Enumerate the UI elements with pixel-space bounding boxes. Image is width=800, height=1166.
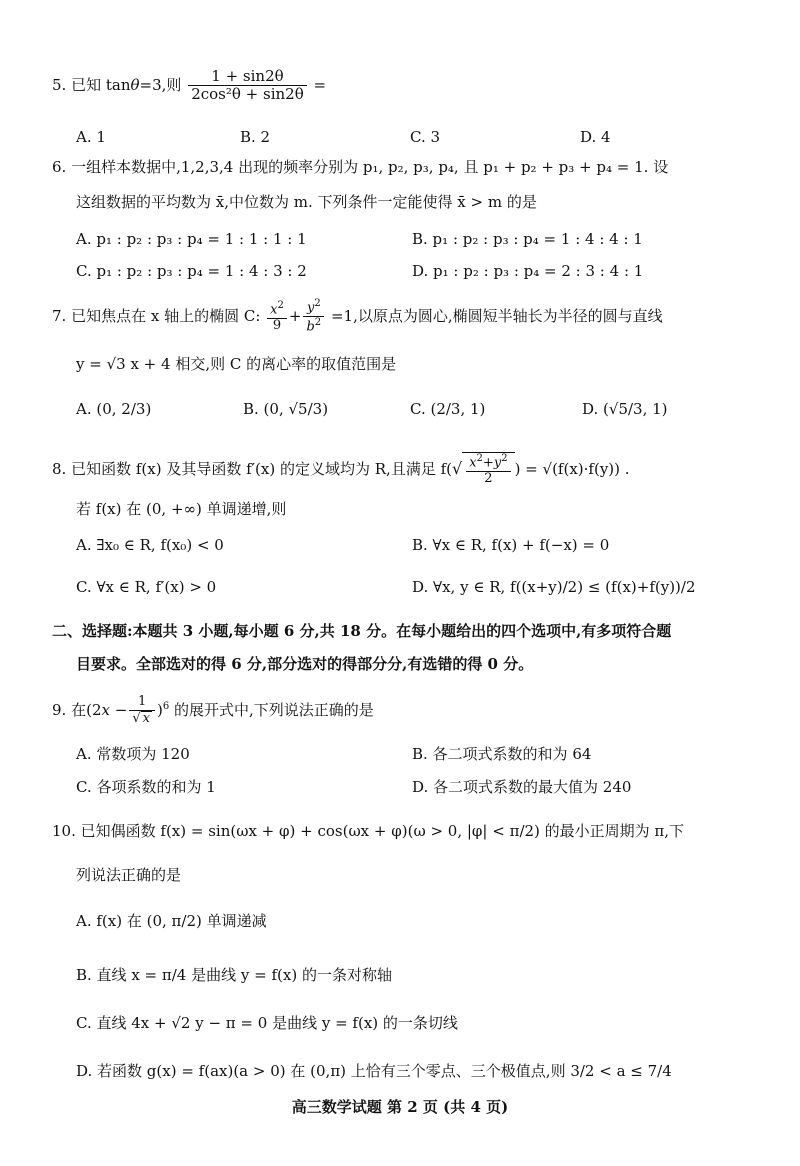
q9-stem: 9. 在(2x − $\frac{1}{√ x}$ )$^6$ 的展开式中,下列说法正确的是 — [52, 694, 374, 726]
q8-line2: 若 f(x) 在 (0, +∞) 单调递增,则 — [76, 500, 287, 518]
q6-option-c: C. p₁ : p₂ : p₃ : p₄ = 1 : 4 : 3 : 2 — [76, 262, 307, 280]
q8-option-a: A. ∃x₀ ∈ R, f(x₀) < 0 — [76, 536, 224, 554]
q7-line1-suffix: =1,以原点为圆心,椭圆短半轴长为半径的圆与直线 — [330, 306, 663, 325]
q7-line1-prefix: 7. 已知焦点在 x 轴上的椭圆 C: — [52, 306, 261, 325]
q10-option-d: D. 若函数 g(x) = f(ax)(a > 0) 在 (0,π) 上恰有三个零点、三个极值点,则 3/2 < a ≤ 7/4 — [76, 1062, 672, 1080]
q9-option-d: D. 各二项式系数的最大值为 240 — [412, 778, 632, 796]
q8-option-b: B. ∀x ∈ R, f(x) + f(−x) = 0 — [412, 536, 610, 554]
q5-option-d: D. 4 — [580, 128, 611, 146]
q6-line1: 6. 一组样本数据中,1,2,3,4 出现的频率分别为 p₁, p₂, p₃, p₄, 且 p₁ + p₂ + p₃ + p₄ = 1. 设 — [52, 158, 669, 176]
q10-line1: 10. 已知偶函数 f(x) = sin(ωx + φ) + cos(ωx + φ)(ω > 0, |φ| < π/2) 的最小正周期为 π,下 — [52, 822, 685, 840]
q8-line1-prefix: 8. 已知函数 f(x) 及其导函数 f′(x) 的定义域均为 R,且满足 f( — [52, 460, 452, 479]
section2-line2: 目要求。全部选对的得 6 分,部分选对的得部分分,有选错的得 0 分。 — [76, 655, 534, 673]
q5-stem-mid: =3,则 — [139, 75, 182, 94]
q5-frac-num: 1 + sin2θ — [188, 68, 307, 86]
q8-option-c: C. ∀x ∈ R, f′(x) > 0 — [76, 578, 217, 596]
q6-option-b: B. p₁ : p₂ : p₃ : p₄ = 1 : 4 : 4 : 1 — [412, 230, 643, 248]
q6-option-a: A. p₁ : p₂ : p₃ : p₄ = 1 : 1 : 1 : 1 — [76, 230, 307, 248]
q10-option-a: A. f(x) 在 (0, π/2) 单调递减 — [76, 912, 267, 930]
q8-line1-suffix: ) = √(f(x)·f(y)) . — [514, 460, 630, 479]
q8-frac-mean: $\frac{x^2+y^2}{2}$ — [466, 453, 510, 487]
q7-frac-y: $\frac{y^2}{b^2}$ — [303, 298, 324, 336]
q5-fraction — [188, 68, 307, 104]
section2-line1: 二、选择题:本题共 3 小题,每小题 6 分,共 18 分。在每小题给出的四个选项中,有多项符合题 — [52, 622, 672, 640]
q7-option-d: D. (√5/3, 1) — [582, 400, 668, 418]
q5-frac-den: 2cos²θ + sin2θ — [191, 85, 304, 104]
q5-stem-suffix: = — [313, 75, 327, 94]
q7-option-a: A. (0, 2/3) — [76, 400, 152, 418]
q7-option-b: B. (0, √5/3) — [243, 400, 329, 418]
q9-stem-suffix: 的展开式中,下列说法正确的是 — [173, 700, 374, 719]
q5-option-a: A. 1 — [76, 128, 106, 146]
q10-option-c: C. 直线 4x + √2 y − π = 0 是曲线 y = f(x) 的一条切线 — [76, 1014, 458, 1032]
q5-stem-prefix: 5. 已知 tan — [52, 75, 131, 94]
q5-stem: 5. 已知 tanθ=3,则 $\frac{1 + \sin 2\theta}{\text{2cos²θ + sin2θ}}$ = — [52, 67, 327, 104]
q5-option-b: B. 2 — [240, 128, 271, 146]
q7-line2: y = √3 x + 4 相交,则 C 的离心率的取值范围是 — [76, 355, 397, 373]
page-footer: 高三数学试题 第 2 页 (共 4 页) — [291, 1098, 509, 1116]
q7-line1: 7. 已知焦点在 x 轴上的椭圆 C: $\frac{x^2}{9}$ + $\frac{y^2}{b^2}$ =1,以原点为圆心,椭圆短半轴长为半径的圆与直线 — [52, 298, 663, 335]
q5-option-c: C. 3 — [410, 128, 441, 146]
q9-option-c: C. 各项系数的和为 1 — [76, 778, 216, 796]
q7-frac-x: $\frac{x^2}{9}$ — [267, 300, 287, 334]
q9-stem-prefix: 9. 在 — [52, 700, 87, 719]
q8-line1: 8. 已知函数 f(x) 及其导函数 f′(x) 的定义域均为 R,且满足 f(√ $\frac{x^2+y^2}{2}$ ) = √(f(x)·f(y)) . — [52, 453, 630, 487]
q9-option-a: A. 常数项为 120 — [76, 745, 190, 763]
q6-option-d: D. p₁ : p₂ : p₃ : p₄ = 2 : 3 : 4 : 1 — [412, 262, 644, 280]
q7-option-c: C. (2/3, 1) — [410, 400, 486, 418]
q6-line2: 这组数据的平均数为 x̄,中位数为 m. 下列条件一定能使得 x̄ > m 的是 — [76, 193, 537, 211]
q8-option-d: D. ∀x, y ∈ R, f((x+y)/2) ≤ (f(x)+f(y))/2 — [412, 578, 696, 596]
q10-line2: 列说法正确的是 — [76, 866, 182, 884]
q9-option-b: B. 各二项式系数的和为 64 — [412, 745, 592, 763]
q10-option-b: B. 直线 x = π/4 是曲线 y = f(x) 的一条对称轴 — [76, 966, 392, 984]
q9-frac: $\frac{1}{√ x}$ — [129, 695, 155, 727]
